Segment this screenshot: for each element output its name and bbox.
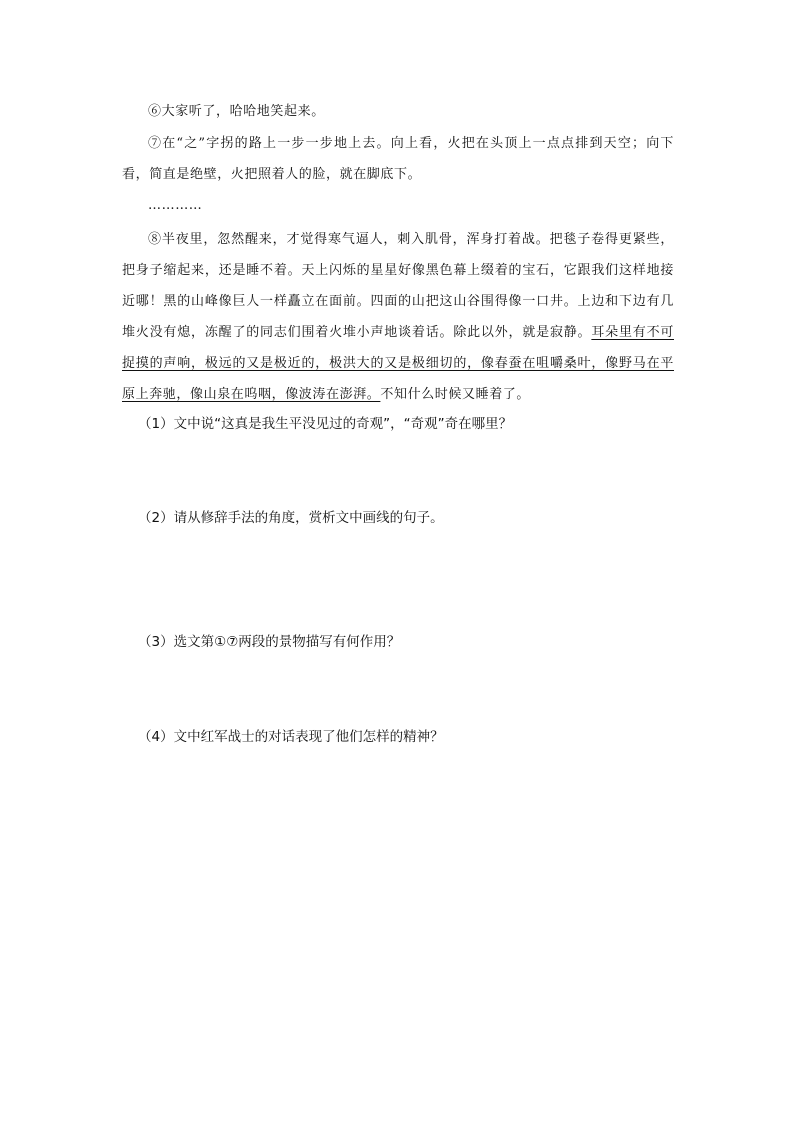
paragraph-8-lead: ⑧半夜里，忽然醒来，才觉得寒气逼人，刺入肌骨，浑身打着战。把毯子卷得更紧些，把身子缩起来，还是睡不着。天上闪烁的星星好像黑色幕上缀着的宝石，它跟我们这样地接近哪！黑的山峰像巨人一样矗立在面前。四面的山把这山谷围得像一口井。上边和下边有几堆火没有熄，冻醒了的同志们围着火堆小声地谈着话。除此以外，就是寂静。 — [122, 232, 674, 340]
question-2: （2）请从修辞手法的角度，赏析文中画线的句子。 — [138, 510, 444, 526]
question-1: （1）文中说“这真是我生平没见过的奇观”，“奇观”奇在哪里？ — [138, 416, 513, 432]
question-3: （3）选文第①⑦两段的景物描写有何作用？ — [138, 634, 401, 650]
ellipsis-line: ………… — [148, 198, 203, 213]
paragraph-6: ⑥大家听了，哈哈地笑起来。 — [148, 104, 325, 119]
underlined-sentence: 耳朵里有不可捉摸的声响，极远的又是极近的，极洪大的又是极细切的，像春蚕在咀嚼桑叶，像野马在平原上奔驰，像山泉在呜咽，像波涛在澎湃。 — [122, 325, 674, 402]
paragraph-7: ⑦在“之”字拐的路上一步一步地上去。向上看，火把在头顶上一点点排到天空；向下看，简直是绝壁，火把照着人的脸，就在脚底下。 — [122, 136, 674, 182]
question-4: （4）文中红军战士的对话表现了他们怎样的精神？ — [138, 729, 444, 745]
paragraph-8 — [122, 224, 674, 410]
paragraph-8-tail: 不知什么时候又睡着了。 — [380, 387, 531, 402]
